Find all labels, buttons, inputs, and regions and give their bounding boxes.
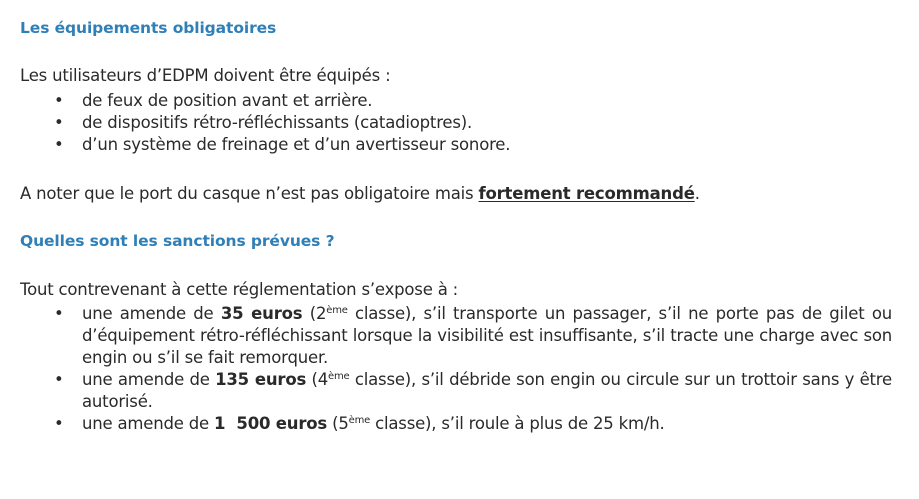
sanctions-list bbox=[20, 303, 892, 435]
bullet-icon: • bbox=[54, 414, 64, 433]
fine-amount: 135 euros bbox=[215, 370, 307, 389]
section-heading-sanctions: Quelles sont les sanctions prévues ? bbox=[20, 232, 335, 250]
list-item: • de dispositifs rétro-réfléchissants (catadioptres). bbox=[54, 113, 473, 132]
bullet-icon: • bbox=[54, 91, 64, 110]
list-item: • une amende de 1 500 euros (5ème classe), s’il roule à plus de 25 km/h. bbox=[54, 414, 665, 433]
casque-note: A noter que le port du casque n’est pas obligatoire mais fortement recommandé. bbox=[20, 184, 700, 203]
list-item: • une amende de 35 euros (2ème classe), s’il transporte un passager, s’il ne porte pas de gilet ou d’équipement rétro-réfléchissant lorsque la visibilité est insuffisante, s’il tracte une charge avec son engin ou s’il se fait remorquer. bbox=[54, 304, 892, 367]
list-item: • de feux de position avant et arrière. bbox=[54, 91, 373, 110]
section-heading-equipements: Les équipements obligatoires bbox=[20, 19, 277, 37]
list-item: • d’un système de freinage et d’un avertisseur sonore. bbox=[54, 135, 511, 154]
bullet-icon: • bbox=[54, 304, 64, 323]
fine-amount: 1 500 euros bbox=[214, 414, 328, 433]
bullet-icon: • bbox=[54, 370, 64, 389]
fine-amount: 35 euros bbox=[220, 304, 303, 323]
equipements-list bbox=[20, 90, 510, 156]
equipements-intro: Les utilisateurs d’EDPM doivent être équipés : bbox=[20, 66, 391, 85]
bullet-icon: • bbox=[54, 135, 64, 154]
emphasis-text: fortement recommandé bbox=[478, 184, 695, 203]
list-item: • une amende de 135 euros (4ème classe), s’il débride son engin ou circule sur un trottoir sans y être autorisé. bbox=[54, 370, 892, 411]
sanctions-intro: Tout contrevenant à cette réglementation s’expose à : bbox=[20, 280, 459, 299]
bullet-icon: • bbox=[54, 113, 64, 132]
